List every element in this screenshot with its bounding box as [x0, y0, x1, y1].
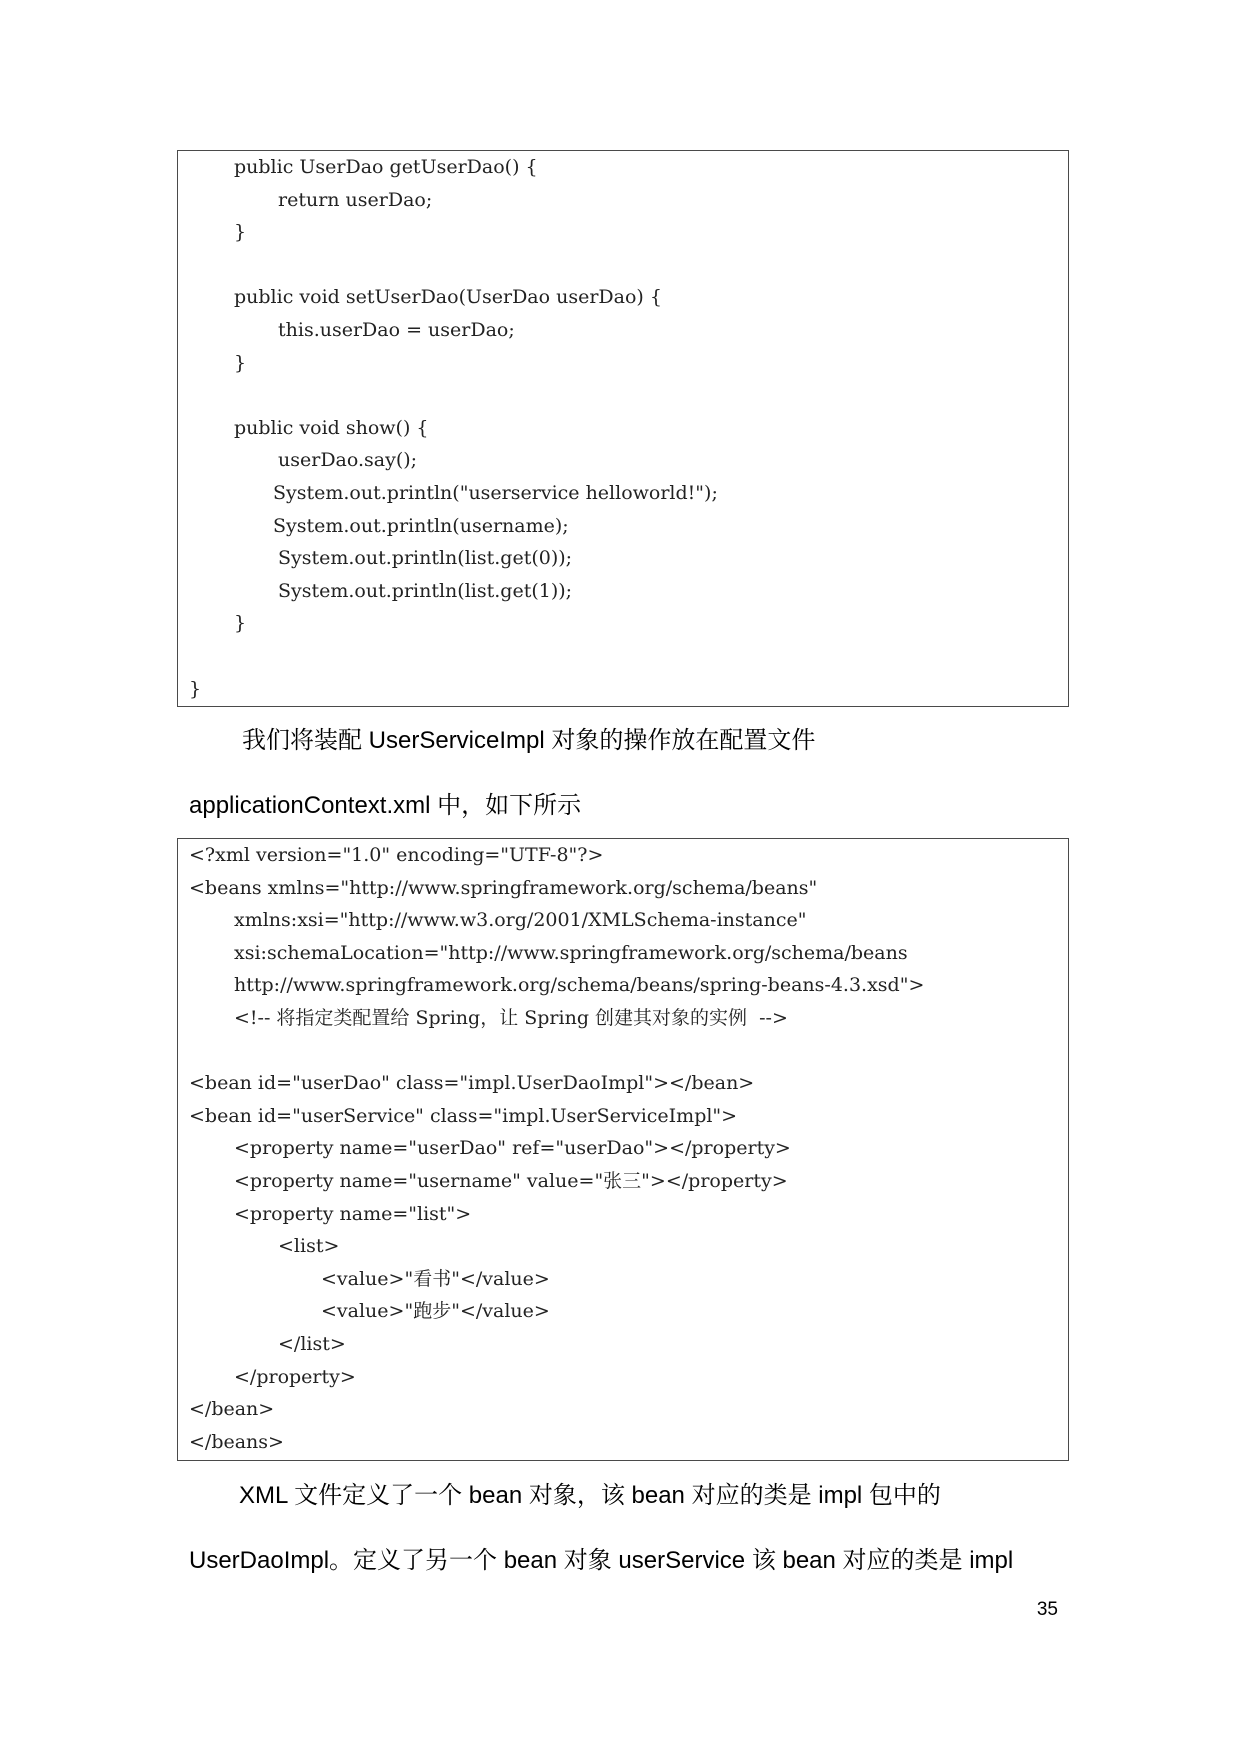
code-line: <property name="userDao" ref="userDao"></property> [234, 1137, 791, 1160]
code-line: public UserDao getUserDao() { [234, 156, 538, 178]
body-text-line: UserDaoImpl。定义了另一个 bean 对象 userService 该 bean 对应的类是 impl [189, 1547, 1014, 1574]
page-number: 35 [1036, 1599, 1058, 1620]
code-comment-line: <!-- 将指定类配置给 Spring，让 Spring 创建其对象的实例 --> [234, 1006, 788, 1029]
code-line: </beans> [189, 1430, 284, 1453]
code-line: System.out.println(list.get(1)); [278, 579, 573, 602]
blank-line [189, 1035, 1068, 1068]
xml-code-block [177, 838, 1069, 1461]
body-text-line: applicationContext.xml 中，如下所示 [189, 792, 582, 819]
code-line: </bean> [189, 1398, 275, 1421]
code-line: http://www.springframework.org/schema/beans/spring-beans-4.3.xsd"> [234, 974, 925, 997]
code-line: System.out.println("userservice helloworld!"); [273, 481, 718, 504]
code-line: System.out.println(list.get(0)); [278, 547, 573, 570]
code-line: public void setUserDao(UserDao userDao) { [234, 286, 662, 309]
code-line: </property> [234, 1365, 356, 1388]
code-line: <bean id="userDao" class="impl.UserDaoImpl"></bean> [189, 1072, 755, 1095]
code-line: } [234, 351, 247, 374]
code-line: <value>"跑步"</value> [321, 1300, 550, 1323]
blank-line [189, 379, 1068, 412]
code-line: } [234, 221, 247, 244]
code-line: <value>"看书"</value> [321, 1267, 550, 1290]
blank-line [189, 640, 1068, 673]
body-text-line: 我们将装配 UserServiceImpl 对象的操作放在配置文件 [242, 727, 816, 754]
code-line: xsi:schemaLocation="http://www.springframework.org/schema/beans [234, 941, 908, 964]
code-line: <property name="username" value="张三"></property> [234, 1169, 788, 1192]
java-code-block [177, 150, 1069, 707]
code-line: return userDao; [278, 188, 433, 211]
code-line: userDao.say(); [278, 449, 418, 472]
code-line: <beans xmlns="http://www.springframework.org/schema/beans" [189, 876, 818, 899]
code-line: } [234, 612, 247, 635]
body-text-line: XML 文件定义了一个 bean 对象，该 bean 对应的类是 impl 包中的 [239, 1482, 941, 1509]
code-line: <property name="list"> [234, 1202, 472, 1225]
code-line: <list> [278, 1235, 340, 1258]
code-line: this.userDao = userDao; [278, 318, 515, 341]
code-line: <bean id="userService" class="impl.UserServiceImpl"> [189, 1104, 738, 1127]
blank-line [189, 249, 1068, 282]
code-line: xmlns:xsi="http://www.w3.org/2001/XMLSchema-instance" [234, 909, 807, 932]
code-line: </list> [278, 1332, 346, 1355]
code-line: System.out.println(username); [273, 514, 569, 537]
code-line: } [189, 677, 202, 700]
code-line: public void show() { [234, 416, 429, 439]
code-line: <?xml version="1.0" encoding="UTF-8"?> [189, 844, 604, 866]
